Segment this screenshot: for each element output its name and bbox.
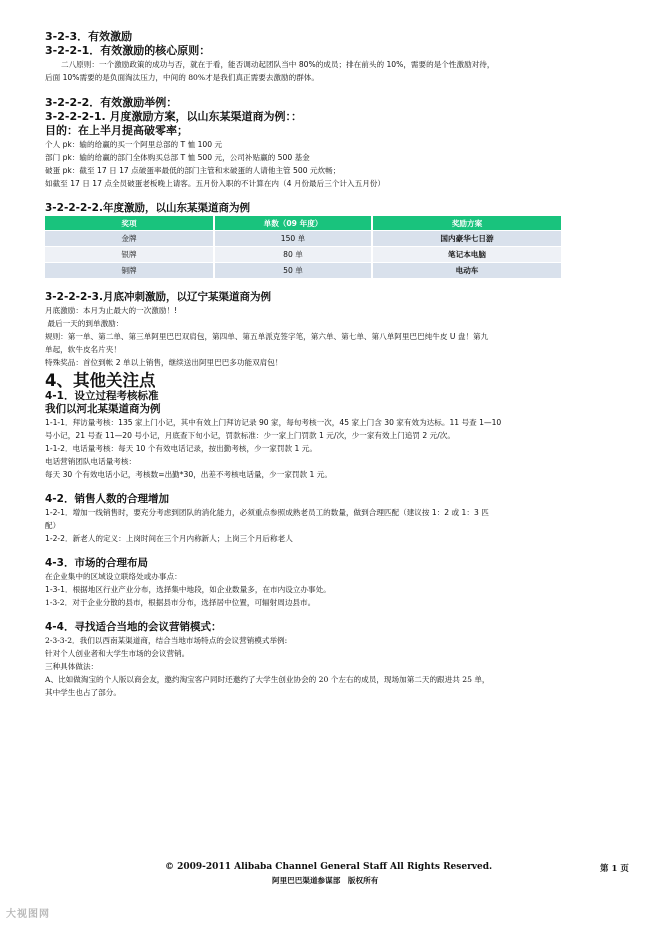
paragraph-pareto-cont xyxy=(45,71,635,84)
subsection-monthly: 3-2-2-2-1. 月度激励方案，以山东某渠道商为例：： xyxy=(45,110,303,123)
s43-line: 在企业集中的区域设立联络处或办事点： xyxy=(45,572,182,581)
s41-line: 每天 30 个有效电话小记，考核数=出勤*30，出差不考核电话量，少一家罚款 1 元。 xyxy=(45,470,332,479)
sprint-line: 月底激励：本月为止最大的一次激励！! xyxy=(45,306,178,315)
section-title-3-2-3: 3-2-3．有效激励 xyxy=(45,30,133,43)
paragraph-pareto: 二八原则：一个激励政策的成功与否，就在于看，能否调动起团队当中 80%的成员；排在前头的 10%，需要的是个性激励对待， xyxy=(61,60,495,69)
s41-line: 1-1-1．拜访量考核：135 家上门小记，其中有效上门拜访记录 90 家，每旬考核一次，45 家上门含 30 家有效为达标。11 号查 1—10 xyxy=(45,418,502,427)
pareto-cont-text: 后面 10%需要的是负面淘汰压力， xyxy=(45,73,164,82)
page-number: 第 1 页 xyxy=(600,864,629,874)
document-page xyxy=(45,30,635,699)
subsection-core-principle: 3-2-2-1．有效激励的核心原则： xyxy=(45,44,211,57)
cell-plan: 国内豪华七日游 xyxy=(373,231,561,246)
cell-award: 金牌 xyxy=(45,231,213,246)
watermark: 大视图网 xyxy=(6,909,50,920)
s42-line: 1-2-1．增加一线销售时，要充分考虑到团队的消化能力，必须重点参照成熟老员工的数量，做到合理匹配（建议按 1：2 或 1：3 匹 xyxy=(45,508,489,517)
cell-count: 80 单 xyxy=(215,247,371,262)
monthly-line: 如截至 17 日 17 点全员破蛋老板晚上请客。五月份入职的不计算在内（4 月份最后三个计入五月份） xyxy=(45,179,385,188)
s44-line: A、比如做淘宝的个人版以商会友，邀约淘宝客户同时还邀约了大学生创业协会的 20 个左右的成员，现场加第二天的跟进共 25 单， xyxy=(45,675,490,684)
monthly-line: 部门 pk：输的给赢的部门全体购买总部 T 恤 500 元，公司补贴赢的 500 基金 xyxy=(45,153,310,162)
goal-line: 目的：在上半月提高破零率； xyxy=(45,124,188,137)
sprint-line: 最后一天的到单激励： xyxy=(45,319,124,328)
sprint-line: 单起，软牛皮名片夹！ xyxy=(45,345,121,354)
subsection-4-2: 4-2．销售人数的合理增加 xyxy=(45,493,169,505)
s43-line: 1-3-1．根据地区行业产业分布，选择集中地段，如企业数量多，在市内设立办事处。 xyxy=(45,585,331,594)
header-count: 单数（09 年度） xyxy=(215,216,371,230)
s41-line: 1-1-2．电话量考核：每天 10 个有效电话记录，按出勤考核，少一家罚款 1 元。 xyxy=(45,444,317,453)
subsection-4-3: 4-3．市场的合理布局 xyxy=(45,557,148,569)
subsection-4-4: 4-4．寻找适合当地的会议营销模式： xyxy=(45,621,222,633)
cell-count: 50 单 xyxy=(215,263,371,278)
cell-count: 150 单 xyxy=(215,231,371,246)
header-award: 奖项 xyxy=(45,216,213,230)
cell-plan: 电动车 xyxy=(373,263,561,278)
cell-award: 铜牌 xyxy=(45,263,213,278)
table-row xyxy=(45,263,561,278)
s44-line: 针对个人创业者和大学生市场的会议营销。 xyxy=(45,649,190,658)
sprint-line: 规则：第一单、第二单、第三单阿里巴巴双肩包，第四单、第五单派克签字笔，第六单、第七单、第八单阿里巴巴纯牛皮 U 盘！第九 xyxy=(45,332,489,341)
s43-line: 1-3-2．对于企业分散的县市，根据县市分布，选择居中位置，可辐射周边县市。 xyxy=(45,598,316,607)
s44-line: 其中学生也占了部分。 xyxy=(45,688,121,697)
awards-header-row xyxy=(45,216,561,230)
copyright-text: © 2009-2011 Alibaba Channel General Staff All Rights Reserved. xyxy=(165,862,493,872)
pareto-cont-serif: 中间的 80%才是我们真正需要去激励的群体。 xyxy=(163,73,319,82)
section-title-4: 4、其他关注点 xyxy=(45,371,156,390)
awards-table xyxy=(43,215,563,279)
header-plan: 奖励方案 xyxy=(373,216,561,230)
s42-line: 1-2-2．新老人的定义：上岗时间在三个月内称新人；上岗三个月后称老人 xyxy=(45,534,293,543)
monthly-line: 个人 pk：输的给赢的买一个阿里总部的 T 恤 100 元 xyxy=(45,140,223,149)
table-row xyxy=(45,247,561,262)
cell-award: 银牌 xyxy=(45,247,213,262)
s41-line: 号小记，21 号查 11—20 号小记，月底查下旬小记，罚款标准：少一家上门罚款 1 元/次，少一家有效上门追罚 2 元/次。 xyxy=(45,431,455,440)
department-text: 阿里巴巴渠道参谋部 版权所有 xyxy=(272,876,379,885)
subsection-examples: 3-2-2-2．有效激励举例： xyxy=(45,96,178,109)
sprint-line: 特殊奖品：首位到帐 2 单以上销售，继续送出阿里巴巴多功能双肩包！ xyxy=(45,358,283,367)
s42-line: 配） xyxy=(45,521,61,530)
s44-line: 2-3-3-2．我们以西南某渠道商，结合当地市场特点的会议营销模式举例: xyxy=(45,636,288,645)
annual-title: 3-2-2-2-2.年度激励，以山东某渠道商为例 xyxy=(45,202,250,214)
example-hebei: 我们以河北某渠道商为例 xyxy=(45,403,161,415)
s41-line: 电话营销团队电话量考核： xyxy=(45,457,137,466)
sprint-title: 3-2-2-2-3.月底冲刺激励，以辽宁某渠道商为例 xyxy=(45,291,271,303)
cell-plan: 笔记本电脑 xyxy=(373,247,561,262)
s44-line: 三种具体做法： xyxy=(45,662,99,671)
monthly-line: 破蛋 pk：截至 17 日 17 点破蛋率最低的部门主管和末破蛋的人请他主管 500 元炊畅； xyxy=(45,166,341,175)
table-row xyxy=(45,231,561,246)
subsection-4-1: 4-1．设立过程考核标准 xyxy=(45,390,159,402)
